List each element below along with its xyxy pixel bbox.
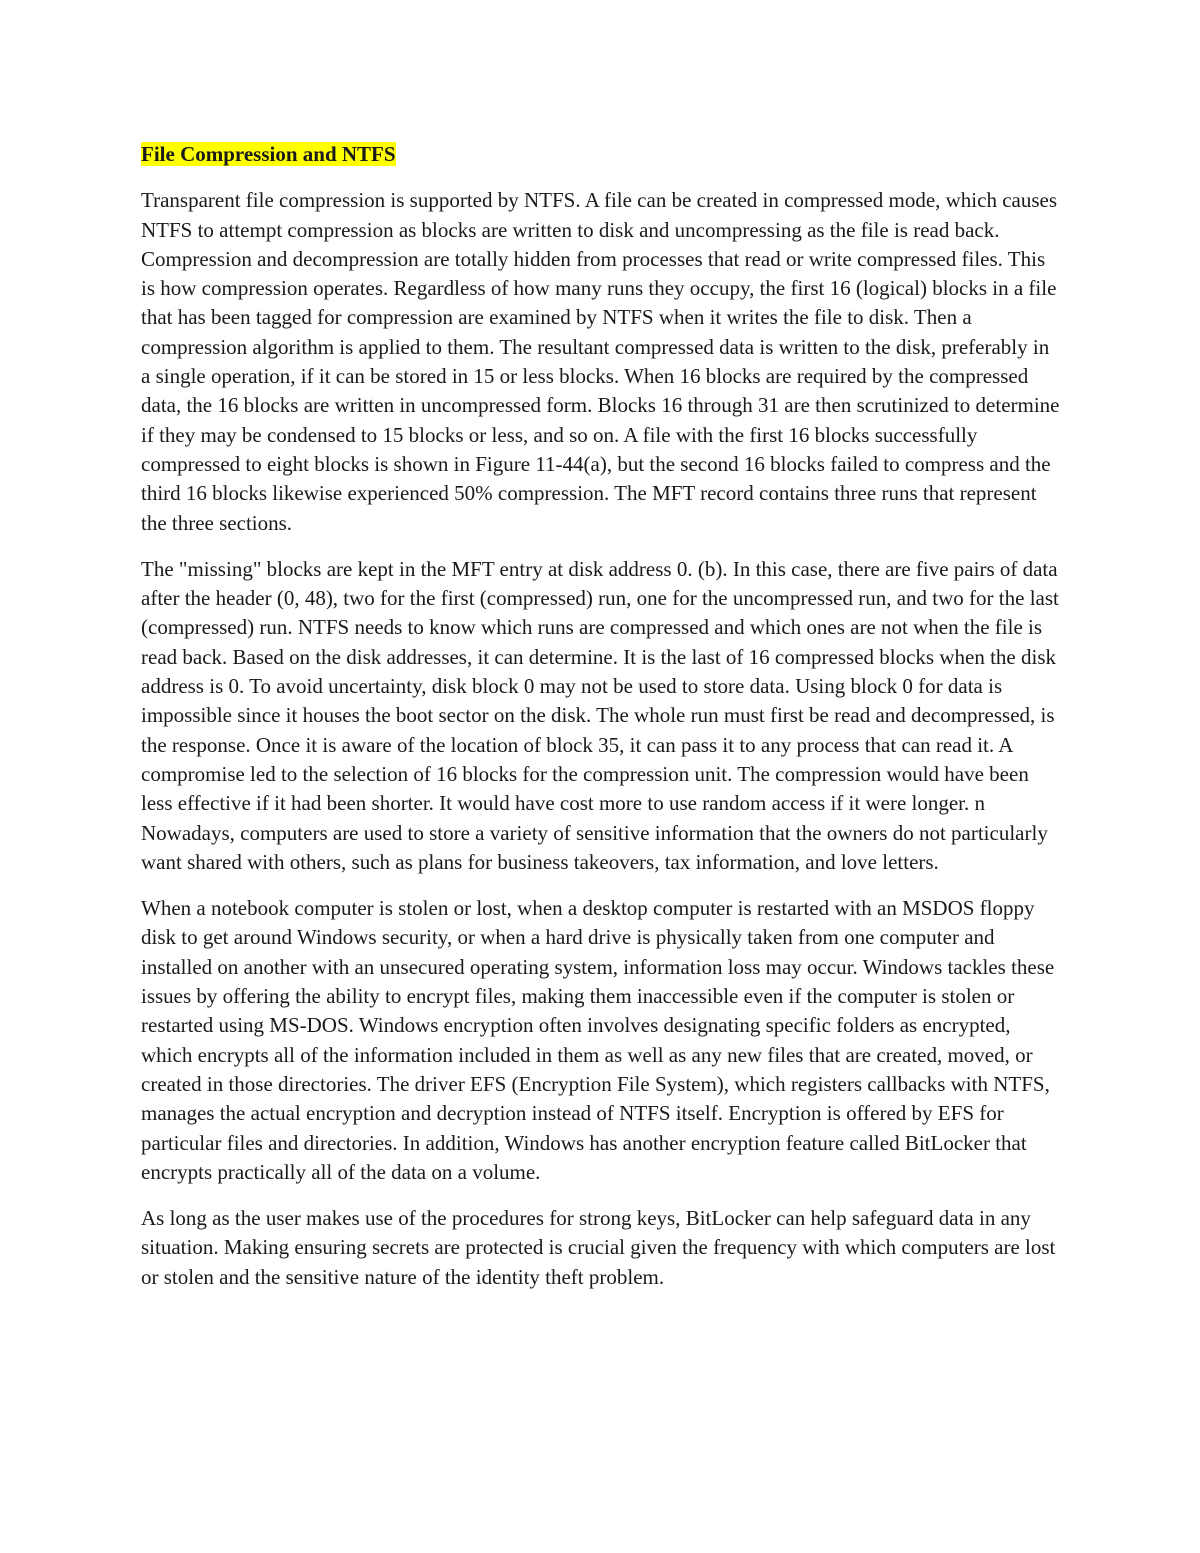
paragraph-bitlocker: As long as the user makes use of the procedures for strong keys, BitLocker can help safeguard data in any situation. Making ensuring secrets are protected is crucial given the frequency with which computers are lost or stolen and the sensitive nature of the identity theft problem. (141, 1206, 1056, 1289)
document-title (141, 140, 1063, 169)
highlighted-title-text: File Compression and NTFS (141, 142, 396, 166)
paragraph-file-compression: Transparent file compression is supported by NTFS. A file can be created in compressed mode, which causes NTFS to attempt compression as blocks are written to disk and uncompressing as the file is read back. Compression and decompression are totally hidden from processes that read or write compressed files. This is how compression operates. Regardless of how many runs they occupy, the first 16 (logical) blocks in a file that has been tagged for compression are examined by NTFS when it writes the file to disk. Then a compression algorithm is applied to them. The resultant compressed data is written to the disk, preferably in a single operation, if it can be stored in 15 or less blocks. When 16 blocks are required by the compressed data, the 16 blocks are written in uncompressed form. Blocks 16 through 31 are then scrutinized to determine if they may be condensed to 15 blocks or less, and so on. A file with the first 16 blocks successfully compressed to eight blocks is shown in Figure 11-44(a), but the second 16 blocks failed to compress and the third 16 blocks likewise experienced 50% compression. The MFT record contains three runs that represent the three sections. (141, 188, 1060, 535)
paragraph-encryption: When a notebook computer is stolen or lost, when a desktop computer is restarted with an MSDOS floppy disk to get around Windows security, or when a hard drive is physically taken from one computer and installed on another with an unsecured operating system, information loss may occur. Windows tackles these issues by offering the ability to encrypt files, making them inaccessible even if the computer is stolen or restarted using MS-DOS. Windows encryption often involves designating specific folders as encrypted, which encrypts all of the information included in them as well as any new files that are created, moved, or created in those directories. The driver EFS (Encryption File System), which registers callbacks with NTFS, manages the actual encryption and decryption instead of NTFS itself. Encryption is offered by EFS for particular files and directories. In addition, Windows has another encryption feature called BitLocker that encrypts practically all of the data on a volume. (141, 896, 1055, 1184)
document-body (141, 140, 1063, 1309)
paragraph-missing-blocks: The "missing" blocks are kept in the MFT entry at disk address 0. (b). In this case, there are five pairs of data after the header (0, 48), two for the first (compressed) run, one for the uncompressed run, and two for the last (compressed) run. NTFS needs to know which runs are compressed and which ones are not when the file is read back. Based on the disk addresses, it can determine. It is the last of 16 compressed blocks when the disk address is 0. To avoid uncertainty, disk block 0 may not be used to store data. Using block 0 for data is impossible since it houses the boot sector on the disk. The whole run must first be read and decompressed, is the response. Once it is aware of the location of block 35, it can pass it to any process that can read it. A compromise led to the selection of 16 blocks for the compression unit. The compression would have been less effective if it had been shorter. It would have cost more to use random access if it were longer. n Nowadays, computers are used to store a variety of sensitive information that the owners do not particularly want shared with others, such as plans for business takeovers, tax information, and love letters. (141, 556, 1059, 874)
